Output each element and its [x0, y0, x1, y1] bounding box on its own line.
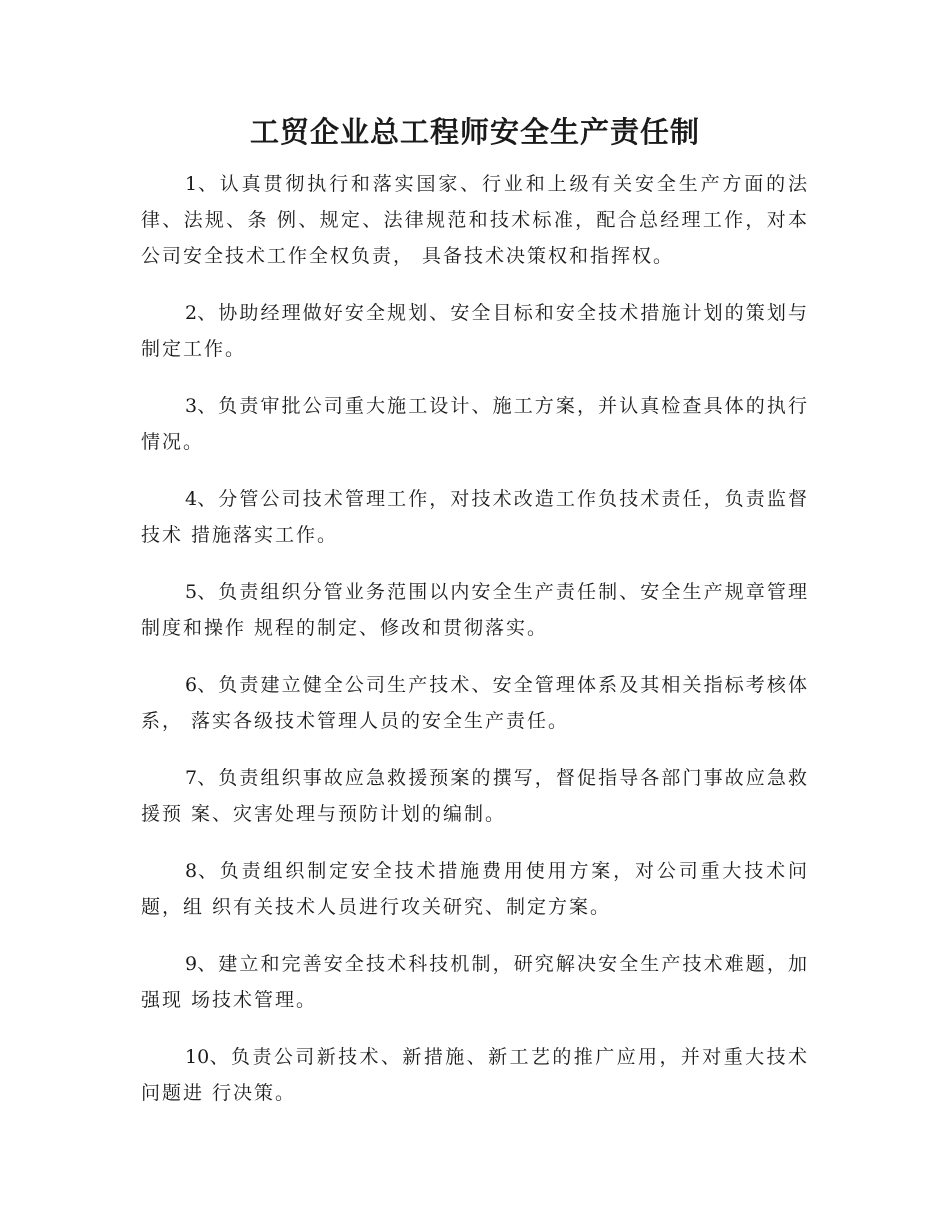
document-title: 工贸企业总工程师安全生产责任制	[249, 115, 700, 149]
clause-5	[141, 574, 809, 646]
clause-number: 7	[185, 767, 198, 789]
clause-4	[141, 481, 809, 553]
clause-8	[141, 853, 809, 925]
clause-7	[141, 760, 809, 832]
clause-number: 4	[185, 488, 198, 510]
clause-text: 、认真贯彻执行和落实国家、行业和上级有关安全生产方面的法律、法规、条 例、规定、法律规范和技术标准，配合总经理工作，对本公司安全技术工作全权负责， 具备技术决策权和指挥权。	[141, 173, 809, 267]
clause-3	[141, 388, 809, 460]
clause-9	[141, 946, 809, 1018]
clause-number: 2	[185, 302, 198, 324]
clause-number: 10	[185, 1046, 210, 1068]
clause-10	[141, 1039, 809, 1111]
clause-text: 、分管公司技术管理工作，对技术改造工作负技术责任，负责监督技术 措施落实工作。	[141, 488, 809, 546]
clause-number: 6	[185, 674, 198, 696]
clause-text: 、负责建立健全公司生产技术、安全管理体系及其相关指标考核体系， 落实各级技术管理人员的安全生产责任。	[141, 674, 809, 732]
clause-text: 、负责公司新技术、新措施、新工艺的推广应用，并对重大技术问题进 行决策。	[141, 1046, 809, 1104]
clause-text: 、负责组织事故应急救援预案的撰写，督促指导各部门事故应急救援预 案、灾害处理与预防计划的编制。	[141, 767, 809, 825]
clause-text: 、负责审批公司重大施工设计、施工方案，并认真检查具体的执行情况。	[141, 395, 809, 453]
clause-number: 5	[185, 581, 198, 603]
clause-6	[141, 667, 809, 739]
clause-text: 、协助经理做好安全规划、安全目标和安全技术措施计划的策划与制定工作。	[141, 302, 809, 360]
clause-number: 8	[185, 860, 198, 882]
clause-text: 、负责组织制定安全技术措施费用使用方案，对公司重大技术问题，组 织有关技术人员进行攻关研究、制定方案。	[141, 860, 809, 918]
clause-number: 9	[185, 953, 198, 975]
clause-1	[141, 166, 809, 274]
document-body	[141, 166, 809, 1132]
clause-number: 3	[185, 395, 198, 417]
clause-text: 、建立和完善安全技术科技机制，研究解决安全生产技术难题，加强现 场技术管理。	[141, 953, 809, 1011]
clause-text: 、负责组织分管业务范围以内安全生产责任制、安全生产规章管理制度和操作 规程的制定、修改和贯彻落实。	[141, 581, 809, 639]
clause-2	[141, 295, 809, 367]
clause-number: 1	[185, 173, 198, 195]
